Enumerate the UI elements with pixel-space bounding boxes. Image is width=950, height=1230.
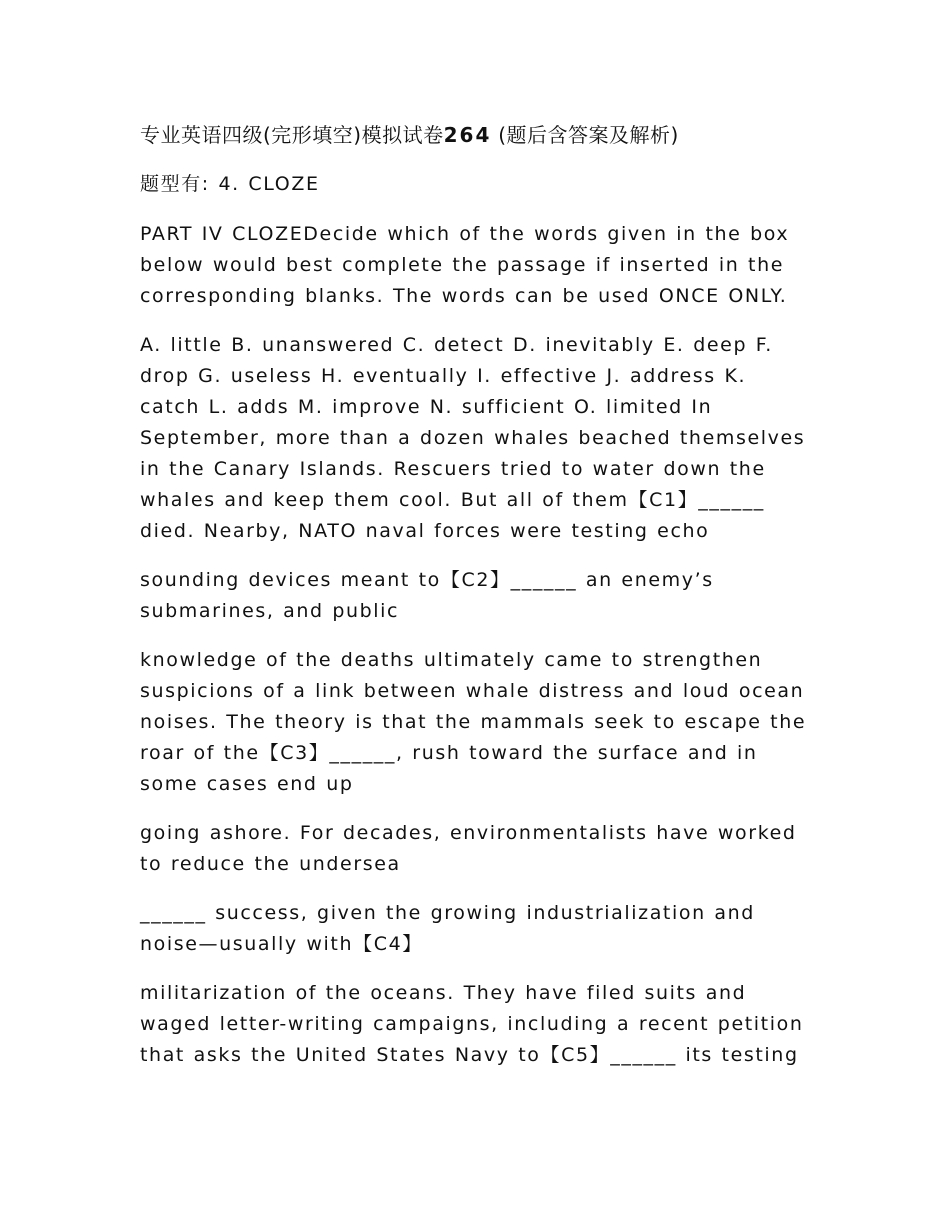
passage-paragraph: ______ success, given the growing industrialization and noise—usually with【C4】 (140, 902, 755, 955)
title-number: 264 (443, 123, 492, 147)
question-type: 题型有: 4. CLOZE (140, 173, 320, 195)
title-suffix: (题后含答案及解析) (498, 123, 679, 147)
passage-paragraph: knowledge of the deaths ultimately came to strengthen suspicions of a link between whale distress and loud ocean noises. The theory is that the mammals seek to escape the roar of the【C3】______, rush toward the surface and in some cases end up (140, 649, 807, 795)
passage-paragraph: A. little B. unanswered C. detect D. inevitably E. deep F. drop G. useless H. eventually I. effective J. address K. catch L. adds M. improve N. sufficient O. limited In September, more than a dozen whales beached themselves in the Canary Islands. Rescuers tried to water down the whales and keep them cool. But all of them【C1】______ died. Nearby, NATO naval forces were testing echo (140, 334, 806, 542)
document-body (140, 118, 812, 1089)
passage-paragraph: militarization of the oceans. They have filed suits and waged letter-writing campaigns, including a recent petition that asks the United States Navy to【C5】______ its testing (140, 982, 804, 1066)
title-prefix: 专业英语四级(完形填空)模拟试卷 (140, 123, 444, 147)
document-title (140, 118, 812, 152)
passage-paragraph: going ashore. For decades, environmentalists have worked to reduce the undersea (140, 822, 797, 875)
instructions-paragraph: PART IV CLOZEDecide which of the words given in the box below would best complete the passage if inserted in the corresponding blanks. The words can be used ONCE ONLY. (140, 223, 790, 307)
passage-paragraph: sounding devices meant to【C2】______ an enemy’s submarines, and public (140, 569, 714, 622)
